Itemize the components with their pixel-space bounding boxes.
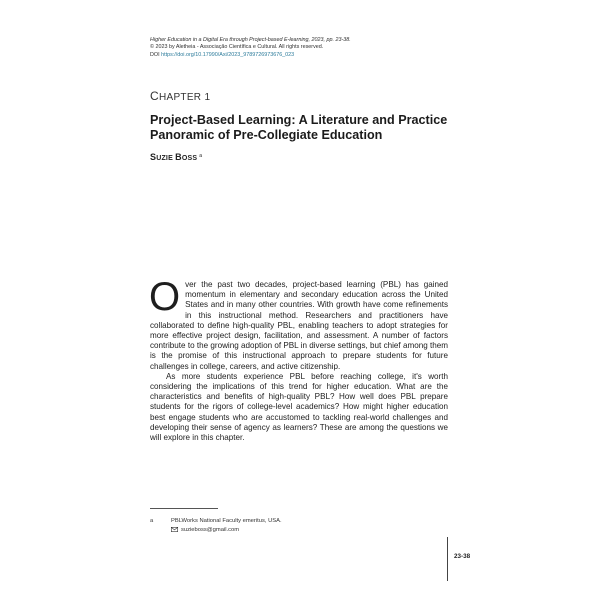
copyright-line: © 2023 by Aletheia - Associação Científica e Cultural. All rights reserved.: [150, 44, 324, 51]
mail-icon: [171, 527, 178, 532]
page-range: 23-38: [454, 553, 471, 560]
page-number-bar: [447, 537, 448, 581]
footnote-affiliation: PBLWorks National Faculty emeritus, USA.: [171, 518, 282, 524]
author-note-mark: a: [199, 152, 203, 159]
body-paragraph-2: As more students experience PBL before reaching college, it's worth considering the implications of this trend for higher education. What are the characteristics and benefits of high-quality PBL? How well does PBL prepare students for the rigors of college-level academics? How might higher education best engage students who are accustomed to tackling real-world challenges and developing their sense of agency as learners? These are among the questions we will explore in this chapter.: [150, 371, 448, 443]
footnote-email-line: [171, 526, 239, 535]
chapter-title: Project-Based Learning: A Literature and Practice Panoramic of Pre-Collegiate Education: [150, 113, 448, 142]
chapter-label-initial: C: [150, 89, 159, 103]
citation-header: [150, 37, 470, 59]
book-citation: Higher Education in a Digital Era through Project-based E-learning, 2023, pp. 23-38.: [150, 37, 351, 43]
chapter-number: 1: [204, 92, 211, 103]
chapter-label-rest: HAPTER: [158, 92, 202, 103]
body-paragraph-1: [149, 275, 448, 372]
doi-link[interactable]: https://doi.org/10.17990/Axi/2023_9789726973676_023: [161, 51, 295, 58]
doi-line: [150, 52, 470, 59]
body-paragraph-1-text: ver the past two decades, project-based learning (PBL) has gained momentum in elementary and secondary education across the United States and in many other countries. With growth have come refinements in this instructional method. Researchers and practitioners have collaborated to define high-quality PBL, enabling teachers to adopt strategies for more effective project design, facilitation, and assessment. A number of factors contribute to the growing adoption of PBL in diverse settings, but chief among them is the promise of this instructional approach to prepare students for future challenges in college, careers, and active citizenship.: [150, 280, 448, 371]
footnote-mark: a: [150, 518, 154, 524]
chapter-label: [150, 89, 210, 103]
footnote-email[interactable]: suzieboss@gmail.com: [181, 527, 240, 533]
drop-cap: O: [149, 275, 181, 319]
author-last-initial: B: [175, 152, 182, 162]
author-last-rest: OSS: [181, 155, 198, 162]
doi-label: DOI: [150, 51, 160, 58]
footnote-separator: [150, 508, 218, 509]
chapter-body: [149, 275, 448, 443]
author-name: [150, 152, 202, 162]
author-first-rest: UZIE: [156, 155, 173, 162]
author-first-initial: S: [150, 152, 157, 162]
